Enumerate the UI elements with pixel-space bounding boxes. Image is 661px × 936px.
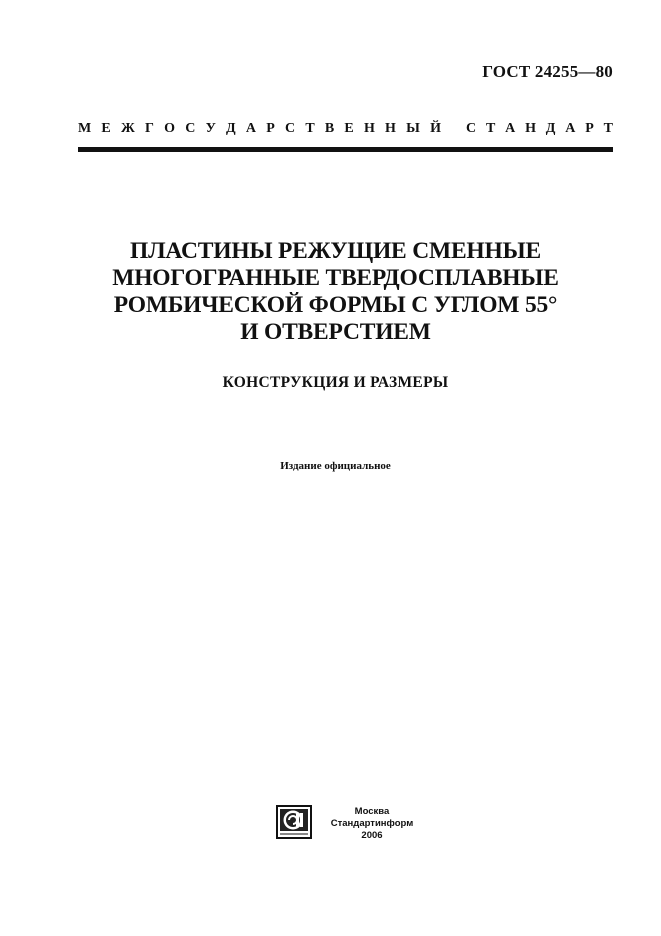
interstate-standard-label [78,121,613,137]
letter: Д [545,121,556,136]
document-subtitle: КОНСТРУКЦИЯ И РАЗМЕРЫ [222,374,449,391]
letter: В [324,121,335,136]
letter: Т [603,121,613,136]
edition-note: Издание официальное [280,460,391,472]
title-line: И ОТВЕРСТИЕМ [240,319,431,345]
letter: С [284,121,296,136]
letter: М [78,121,92,136]
letter: Е [101,121,111,136]
interstate-word [78,121,441,137]
letter: Г [145,121,154,136]
imprint-publisher: Стандартинформ [330,818,414,829]
letter: Д [226,121,236,136]
letter: А [565,121,576,136]
letter: У [205,121,216,136]
letter: Т [485,121,496,136]
letter: Н [385,121,396,136]
letter: Н [525,121,536,136]
letter: Й [430,121,441,136]
letter: А [245,121,257,136]
imprint-city: Москва [354,806,390,817]
letter: Ы [406,121,420,136]
letter: Р [585,121,594,136]
title-line: РОМБИЧЕСКОЙ ФОРМЫ С УГЛОМ 55° [113,292,558,318]
letter: С [466,121,477,136]
letter: О [164,121,176,136]
header-divider [78,147,613,152]
letter: Н [363,121,375,136]
standartinform-logo-icon [276,805,312,839]
letter: Е [344,121,354,136]
imprint-year: 2006 [361,830,383,841]
letter: Р [266,121,275,136]
standard-word [466,121,613,137]
standard-number: ГОСТ 24255—80 [482,62,613,81]
letter: С [185,121,196,136]
letter: А [505,121,516,136]
title-line: ПЛАСТИНЫ РЕЖУЩИЕ СМЕННЫЕ [130,238,541,264]
title-line: МНОГОГРАННЫЕ ТВЕРДОСПЛАВНЫЕ [112,265,559,291]
document-title [60,238,611,346]
letter: Ж [120,121,135,136]
letter: Т [305,121,315,136]
publisher-imprint [324,806,420,842]
